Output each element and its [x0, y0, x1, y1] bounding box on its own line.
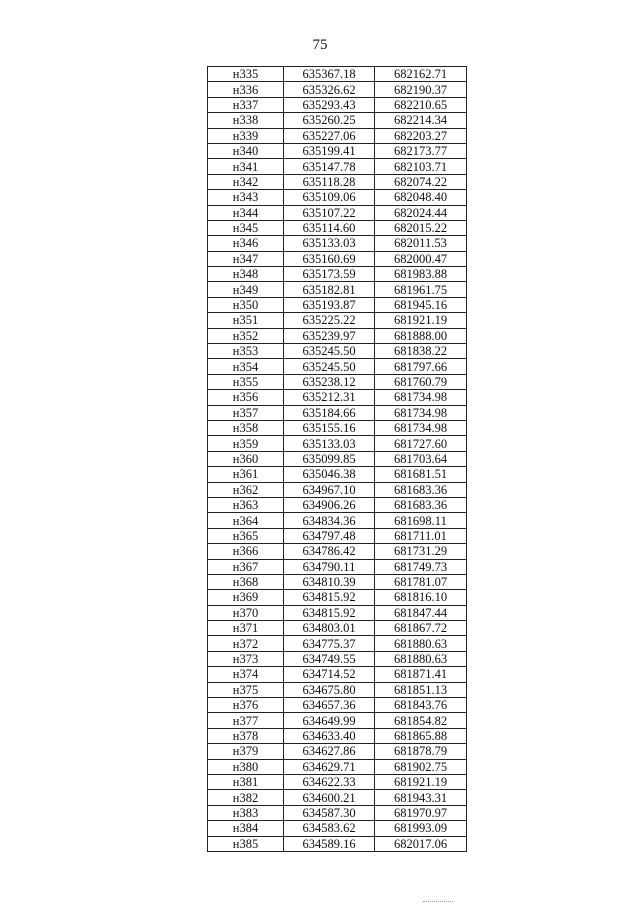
point-id-cell: н370 — [208, 605, 284, 620]
y-coordinate-cell: 681888.00 — [375, 328, 467, 343]
x-coordinate-cell: 634775.37 — [284, 636, 375, 651]
y-coordinate-cell: 681711.01 — [375, 528, 467, 543]
point-id-cell: н337 — [208, 97, 284, 112]
table-row — [208, 667, 467, 682]
table-row — [208, 313, 467, 328]
y-coordinate-cell: 681854.82 — [375, 713, 467, 728]
x-coordinate-cell: 635099.85 — [284, 451, 375, 466]
point-id-cell: н385 — [208, 836, 284, 851]
point-id-cell: н367 — [208, 559, 284, 574]
table-row — [208, 390, 467, 405]
x-coordinate-cell: 635118.28 — [284, 174, 375, 189]
y-coordinate-cell: 681781.07 — [375, 574, 467, 589]
y-coordinate-cell: 681734.98 — [375, 420, 467, 435]
point-id-cell: н360 — [208, 451, 284, 466]
y-coordinate-cell: 681749.73 — [375, 559, 467, 574]
y-coordinate-cell: 681961.75 — [375, 282, 467, 297]
x-coordinate-cell: 634815.92 — [284, 605, 375, 620]
x-coordinate-cell: 635227.06 — [284, 128, 375, 143]
point-id-cell: н353 — [208, 344, 284, 359]
point-id-cell: н380 — [208, 759, 284, 774]
y-coordinate-cell: 681683.36 — [375, 482, 467, 497]
y-coordinate-cell: 681727.60 — [375, 436, 467, 451]
y-coordinate-cell: 681921.19 — [375, 774, 467, 789]
x-coordinate-cell: 635367.18 — [284, 67, 375, 82]
y-coordinate-cell: 681993.09 — [375, 821, 467, 836]
point-id-cell: н377 — [208, 713, 284, 728]
point-id-cell: н350 — [208, 297, 284, 312]
table-row — [208, 544, 467, 559]
x-coordinate-cell: 635173.59 — [284, 267, 375, 282]
point-id-cell: н349 — [208, 282, 284, 297]
table-row — [208, 405, 467, 420]
x-coordinate-cell: 635147.78 — [284, 159, 375, 174]
x-coordinate-cell: 634749.55 — [284, 651, 375, 666]
point-id-cell: н341 — [208, 159, 284, 174]
y-coordinate-cell: 681945.16 — [375, 297, 467, 312]
point-id-cell: н338 — [208, 113, 284, 128]
table-row — [208, 713, 467, 728]
table-row — [208, 113, 467, 128]
table-row — [208, 790, 467, 805]
x-coordinate-cell: 634583.62 — [284, 821, 375, 836]
coordinates-table-body — [208, 67, 467, 852]
table-row — [208, 636, 467, 651]
point-id-cell: н368 — [208, 574, 284, 589]
table-row — [208, 698, 467, 713]
point-id-cell: н376 — [208, 698, 284, 713]
y-coordinate-cell: 682048.40 — [375, 190, 467, 205]
x-coordinate-cell: 635114.60 — [284, 220, 375, 235]
point-id-cell: н383 — [208, 805, 284, 820]
table-row — [208, 220, 467, 235]
point-id-cell: н347 — [208, 251, 284, 266]
x-coordinate-cell: 634786.42 — [284, 544, 375, 559]
x-coordinate-cell: 635193.87 — [284, 297, 375, 312]
x-coordinate-cell: 635182.81 — [284, 282, 375, 297]
y-coordinate-cell: 681880.63 — [375, 636, 467, 651]
y-coordinate-cell: 681902.75 — [375, 759, 467, 774]
x-coordinate-cell: 634589.16 — [284, 836, 375, 851]
y-coordinate-cell: 681698.11 — [375, 513, 467, 528]
point-id-cell: н344 — [208, 205, 284, 220]
table-row — [208, 759, 467, 774]
point-id-cell: н384 — [208, 821, 284, 836]
point-id-cell: н348 — [208, 267, 284, 282]
table-row — [208, 328, 467, 343]
table-row — [208, 159, 467, 174]
y-coordinate-cell: 681878.79 — [375, 744, 467, 759]
table-row — [208, 344, 467, 359]
point-id-cell: н369 — [208, 590, 284, 605]
table-row — [208, 821, 467, 836]
y-coordinate-cell: 681731.29 — [375, 544, 467, 559]
x-coordinate-cell: 634815.92 — [284, 590, 375, 605]
y-coordinate-cell: 682074.22 — [375, 174, 467, 189]
x-coordinate-cell: 634587.30 — [284, 805, 375, 820]
table-row — [208, 744, 467, 759]
y-coordinate-cell: 681865.88 — [375, 728, 467, 743]
y-coordinate-cell: 681843.76 — [375, 698, 467, 713]
y-coordinate-cell: 681983.88 — [375, 267, 467, 282]
y-coordinate-cell: 681871.41 — [375, 667, 467, 682]
y-coordinate-cell: 681760.79 — [375, 374, 467, 389]
x-coordinate-cell: 635133.03 — [284, 236, 375, 251]
table-row — [208, 590, 467, 605]
page-number: 75 — [312, 37, 328, 53]
coordinates-table — [207, 66, 467, 852]
table-row — [208, 297, 467, 312]
y-coordinate-cell: 681867.72 — [375, 621, 467, 636]
y-coordinate-cell: 682015.22 — [375, 220, 467, 235]
table-row — [208, 374, 467, 389]
x-coordinate-cell: 634600.21 — [284, 790, 375, 805]
y-coordinate-cell: 682203.27 — [375, 128, 467, 143]
point-id-cell: н381 — [208, 774, 284, 789]
x-coordinate-cell: 635326.62 — [284, 82, 375, 97]
x-coordinate-cell: 635155.16 — [284, 420, 375, 435]
table-row — [208, 497, 467, 512]
y-coordinate-cell: 681797.66 — [375, 359, 467, 374]
table-row — [208, 836, 467, 851]
x-coordinate-cell: 634629.71 — [284, 759, 375, 774]
point-id-cell: н352 — [208, 328, 284, 343]
x-coordinate-cell: 634627.86 — [284, 744, 375, 759]
x-coordinate-cell: 634810.39 — [284, 574, 375, 589]
y-coordinate-cell: 681703.64 — [375, 451, 467, 466]
y-coordinate-cell: 682017.06 — [375, 836, 467, 851]
point-id-cell: н335 — [208, 67, 284, 82]
y-coordinate-cell: 681943.31 — [375, 790, 467, 805]
y-coordinate-cell: 681838.22 — [375, 344, 467, 359]
y-coordinate-cell: 682173.77 — [375, 143, 467, 158]
point-id-cell: н336 — [208, 82, 284, 97]
table-row — [208, 67, 467, 82]
point-id-cell: н375 — [208, 682, 284, 697]
table-row — [208, 190, 467, 205]
point-id-cell: н382 — [208, 790, 284, 805]
point-id-cell: н374 — [208, 667, 284, 682]
x-coordinate-cell: 634906.26 — [284, 497, 375, 512]
point-id-cell: н356 — [208, 390, 284, 405]
table-row — [208, 267, 467, 282]
point-id-cell: н340 — [208, 143, 284, 158]
y-coordinate-cell: 681851.13 — [375, 682, 467, 697]
point-id-cell: н339 — [208, 128, 284, 143]
y-coordinate-cell: 682162.71 — [375, 67, 467, 82]
point-id-cell: н358 — [208, 420, 284, 435]
point-id-cell: н365 — [208, 528, 284, 543]
point-id-cell: н355 — [208, 374, 284, 389]
y-coordinate-cell: 682011.53 — [375, 236, 467, 251]
y-coordinate-cell: 681734.98 — [375, 390, 467, 405]
x-coordinate-cell: 634790.11 — [284, 559, 375, 574]
table-row — [208, 205, 467, 220]
table-row — [208, 128, 467, 143]
x-coordinate-cell: 634622.33 — [284, 774, 375, 789]
table-row — [208, 559, 467, 574]
table-row — [208, 513, 467, 528]
x-coordinate-cell: 635046.38 — [284, 467, 375, 482]
table-row — [208, 651, 467, 666]
table-row — [208, 143, 467, 158]
x-coordinate-cell: 635133.03 — [284, 436, 375, 451]
x-coordinate-cell: 635160.69 — [284, 251, 375, 266]
table-row — [208, 605, 467, 620]
point-id-cell: н372 — [208, 636, 284, 651]
x-coordinate-cell: 635293.43 — [284, 97, 375, 112]
table-row — [208, 728, 467, 743]
x-coordinate-cell: 635260.25 — [284, 113, 375, 128]
x-coordinate-cell: 634967.10 — [284, 482, 375, 497]
y-coordinate-cell: 681880.63 — [375, 651, 467, 666]
x-coordinate-cell: 635184.66 — [284, 405, 375, 420]
x-coordinate-cell: 634714.52 — [284, 667, 375, 682]
table-row — [208, 482, 467, 497]
point-id-cell: н354 — [208, 359, 284, 374]
x-coordinate-cell: 635245.50 — [284, 344, 375, 359]
table-row — [208, 467, 467, 482]
table-row — [208, 251, 467, 266]
point-id-cell: н366 — [208, 544, 284, 559]
x-coordinate-cell: 635212.31 — [284, 390, 375, 405]
y-coordinate-cell: 682000.47 — [375, 251, 467, 266]
table-row — [208, 805, 467, 820]
y-coordinate-cell: 681970.97 — [375, 805, 467, 820]
y-coordinate-cell: 682210.65 — [375, 97, 467, 112]
x-coordinate-cell: 634803.01 — [284, 621, 375, 636]
x-coordinate-cell: 635109.06 — [284, 190, 375, 205]
point-id-cell: н373 — [208, 651, 284, 666]
y-coordinate-cell: 681816.10 — [375, 590, 467, 605]
x-coordinate-cell: 635238.12 — [284, 374, 375, 389]
y-coordinate-cell: 681921.19 — [375, 313, 467, 328]
x-coordinate-cell: 634797.48 — [284, 528, 375, 543]
point-id-cell: н346 — [208, 236, 284, 251]
point-id-cell: н357 — [208, 405, 284, 420]
table-row — [208, 774, 467, 789]
table-row — [208, 82, 467, 97]
point-id-cell: н345 — [208, 220, 284, 235]
point-id-cell: н363 — [208, 497, 284, 512]
table-row — [208, 174, 467, 189]
point-id-cell: н359 — [208, 436, 284, 451]
point-id-cell: н379 — [208, 744, 284, 759]
scan-artifact-line — [423, 901, 453, 903]
x-coordinate-cell: 634633.40 — [284, 728, 375, 743]
y-coordinate-cell: 681734.98 — [375, 405, 467, 420]
table-row — [208, 451, 467, 466]
table-row — [208, 97, 467, 112]
point-id-cell: н343 — [208, 190, 284, 205]
table-row — [208, 359, 467, 374]
point-id-cell: н378 — [208, 728, 284, 743]
point-id-cell: н361 — [208, 467, 284, 482]
table-row — [208, 420, 467, 435]
y-coordinate-cell: 682214.34 — [375, 113, 467, 128]
point-id-cell: н364 — [208, 513, 284, 528]
x-coordinate-cell: 635245.50 — [284, 359, 375, 374]
table-row — [208, 574, 467, 589]
x-coordinate-cell: 634675.80 — [284, 682, 375, 697]
x-coordinate-cell: 634657.36 — [284, 698, 375, 713]
table-row — [208, 528, 467, 543]
x-coordinate-cell: 634834.36 — [284, 513, 375, 528]
table-row — [208, 282, 467, 297]
point-id-cell: н371 — [208, 621, 284, 636]
x-coordinate-cell: 635199.41 — [284, 143, 375, 158]
table-row — [208, 682, 467, 697]
y-coordinate-cell: 682024.44 — [375, 205, 467, 220]
point-id-cell: н351 — [208, 313, 284, 328]
y-coordinate-cell: 681681.51 — [375, 467, 467, 482]
table-row — [208, 621, 467, 636]
y-coordinate-cell: 681683.36 — [375, 497, 467, 512]
table-row — [208, 436, 467, 451]
x-coordinate-cell: 635239.97 — [284, 328, 375, 343]
point-id-cell: н342 — [208, 174, 284, 189]
x-coordinate-cell: 634649.99 — [284, 713, 375, 728]
y-coordinate-cell: 681847.44 — [375, 605, 467, 620]
table-row — [208, 236, 467, 251]
x-coordinate-cell: 635107.22 — [284, 205, 375, 220]
point-id-cell: н362 — [208, 482, 284, 497]
y-coordinate-cell: 682103.71 — [375, 159, 467, 174]
y-coordinate-cell: 682190.37 — [375, 82, 467, 97]
x-coordinate-cell: 635225.22 — [284, 313, 375, 328]
